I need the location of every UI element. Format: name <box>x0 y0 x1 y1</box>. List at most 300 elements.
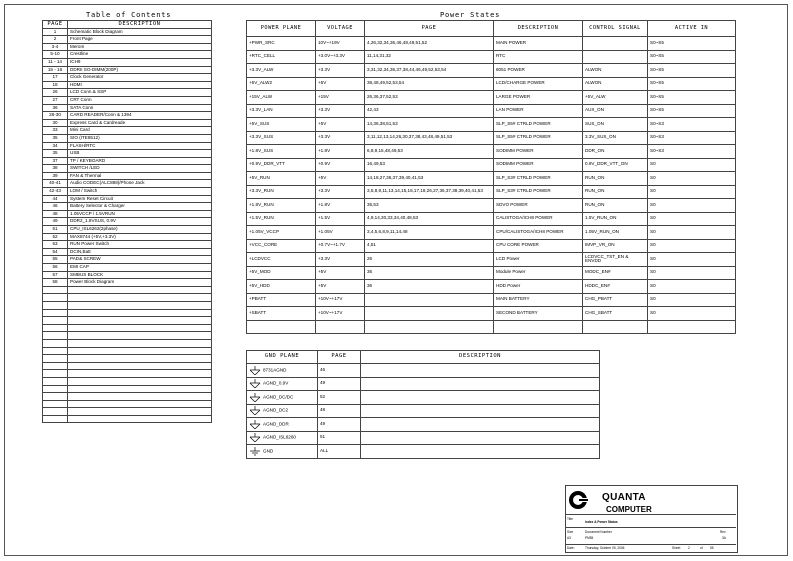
active-in-cell: S0 <box>648 307 736 321</box>
table-of-contents <box>42 20 212 423</box>
page-cell: 36 <box>365 280 494 294</box>
toc-header-page: PAGE <box>43 21 68 29</box>
control-signal-cell: CHG_PBATT <box>583 293 648 307</box>
gnd-plane-label: AGND_DC2 <box>263 407 289 413</box>
active-in-cell <box>648 320 736 334</box>
control-signal-cell: 1.05V_RUN_ON <box>583 226 648 240</box>
page-cell: 3,4,5,6,8,9,11,14,48 <box>365 226 494 240</box>
toc-description-cell: Mini Card <box>68 127 212 135</box>
voltage-cell: +1.05V <box>316 226 365 240</box>
toc-row <box>43 165 212 173</box>
voltage-cell: +5V <box>316 77 365 91</box>
toc-page-cell: 34 <box>43 142 68 150</box>
toc-page-cell <box>43 286 68 294</box>
voltage-cell: +1.8V <box>316 145 365 159</box>
toc-page-cell: 53 <box>43 241 68 249</box>
toc-page-cell <box>43 332 68 340</box>
toc-page-cell: 35 <box>43 150 68 158</box>
toc-row <box>43 233 212 241</box>
toc-description-cell <box>68 370 212 378</box>
gnd-plane-cell <box>247 431 318 445</box>
toc-page-cell <box>43 370 68 378</box>
toc-description-cell: PAD& SCREW <box>68 256 212 264</box>
title-block-divider <box>565 514 736 515</box>
toc-row <box>43 226 212 234</box>
power-row <box>247 320 736 334</box>
control-signal-cell: RUN_ON <box>583 172 648 186</box>
toc-page-cell <box>43 301 68 309</box>
toc-row <box>43 96 212 104</box>
toc-page-cell: 57 <box>43 271 68 279</box>
page-cell: 14,36,38,51,53 <box>365 118 494 132</box>
gnd-plane-label: AGND_ISL6260 <box>263 434 296 440</box>
toc-row <box>43 294 212 302</box>
active-in-cell: S0~S5 <box>648 104 736 118</box>
toc-row <box>43 408 212 416</box>
toc-row <box>43 28 212 36</box>
toc-row <box>43 309 212 317</box>
toc-row <box>43 393 212 401</box>
power-row <box>247 266 736 280</box>
power-row <box>247 77 736 91</box>
power-row <box>247 91 736 105</box>
power-row <box>247 199 736 213</box>
power-row <box>247 293 736 307</box>
active-in-cell: S0 <box>648 185 736 199</box>
power-row <box>247 307 736 321</box>
voltage-cell: +3.0V~+3.3V <box>316 50 365 64</box>
title-label: Title <box>567 517 573 521</box>
toc-page-cell <box>43 324 68 332</box>
toc-description-cell: EMI CAP <box>68 264 212 272</box>
toc-page-cell: 17 <box>43 74 68 82</box>
power-plane-cell: +RTC_CELL <box>247 50 316 64</box>
ground-symbol-icon <box>249 366 261 375</box>
toc-description-cell: LOM / Switch <box>68 188 212 196</box>
power-plane-cell: +1.05V_VCCP <box>247 226 316 240</box>
toc-page-cell <box>43 317 68 325</box>
active-in-cell: S0~S3 <box>648 145 736 159</box>
toc-page-cell: 36 <box>43 104 68 112</box>
toc-title: Table of Contents <box>86 11 172 19</box>
toc-row <box>43 66 212 74</box>
gnd-row <box>247 418 600 432</box>
voltage-cell: +3.3V <box>316 253 365 267</box>
toc-page-cell <box>43 415 68 423</box>
gnd-description-cell <box>361 364 600 378</box>
gnd-page-cell: ALL <box>318 445 361 459</box>
toc-description-cell <box>68 400 212 408</box>
toc-page-cell: 11 - 14 <box>43 58 68 66</box>
toc-row <box>43 150 212 158</box>
power-plane-cell: +SBATT <box>247 307 316 321</box>
toc-row <box>43 301 212 309</box>
toc-description-cell: Merom <box>68 43 212 51</box>
power-plane-cell: +5V_HDD <box>247 280 316 294</box>
gnd-plane-label: 8731AGND <box>263 367 287 373</box>
company-subtitle: COMPUTER <box>606 505 652 514</box>
toc-row <box>43 332 212 340</box>
rev-value: 3A <box>722 536 726 540</box>
gnd-header-description: DESCRIPTION <box>361 351 600 364</box>
toc-row <box>43 51 212 59</box>
power-header-voltage: VOLTAGE <box>316 21 365 37</box>
toc-description-cell: CRT Conn <box>68 96 212 104</box>
gnd-plane-cell <box>247 445 318 459</box>
power-row <box>247 280 736 294</box>
power-plane-cell: +5V_RUN <box>247 172 316 186</box>
power-row <box>247 212 736 226</box>
voltage-cell: +10V~+17V <box>316 307 365 321</box>
toc-row <box>43 256 212 264</box>
toc-row <box>43 271 212 279</box>
toc-row <box>43 210 212 218</box>
gnd-row <box>247 391 600 405</box>
toc-row <box>43 377 212 385</box>
toc-row <box>43 362 212 370</box>
toc-page-cell: 37 <box>43 157 68 165</box>
control-signal-cell: MODC_EN# <box>583 266 648 280</box>
toc-page-cell: 38 <box>43 165 68 173</box>
page-cell: 42,43 <box>365 104 494 118</box>
ground-symbol-icon <box>249 433 261 442</box>
voltage-cell: +0.9V <box>316 158 365 172</box>
gnd-row <box>247 377 600 391</box>
page-cell: 35,53 <box>365 199 494 213</box>
toc-row <box>43 112 212 120</box>
active-in-cell: S0 <box>648 226 736 240</box>
ground-symbol-icon <box>249 393 261 402</box>
gnd-page-cell: 52 <box>318 391 361 405</box>
description-cell: RTC <box>494 50 583 64</box>
description-cell: SLP_S3# CTRLD POWER <box>494 185 583 199</box>
toc-page-cell: 30 <box>43 119 68 127</box>
page-cell: 3,31,32,34,36,37,38,44,46,49,52,53,54 <box>365 64 494 78</box>
description-cell: 8051 POWER <box>494 64 583 78</box>
toc-row <box>43 142 212 150</box>
gnd-page-cell: 48 <box>318 404 361 418</box>
gnd-plane-table <box>246 350 600 459</box>
gnd-plane-label: AGND_DC/DC <box>263 394 294 400</box>
toc-description-cell: SATA Conn <box>68 104 212 112</box>
page-cell: 38,48,49,52,53,54 <box>365 77 494 91</box>
toc-description-cell <box>68 339 212 347</box>
voltage-cell: +3.3V <box>316 131 365 145</box>
sheet-label: Sheet <box>672 546 681 550</box>
power-plane-cell: +1.8V_RUN <box>247 199 316 213</box>
control-signal-cell: CHG_SBATT <box>583 307 648 321</box>
active-in-cell: S0~S5 <box>648 77 736 91</box>
toc-page-cell: 26 <box>43 89 68 97</box>
toc-row <box>43 127 212 135</box>
toc-page-cell <box>43 347 68 355</box>
page-cell <box>365 293 494 307</box>
gnd-plane-cell <box>247 418 318 432</box>
toc-row <box>43 248 212 256</box>
control-signal-cell: 1.5V_RUN_ON <box>583 212 648 226</box>
active-in-cell: S0 <box>648 158 736 172</box>
description-cell: SLP_S5# CTRLD POWER <box>494 118 583 132</box>
toc-description-cell <box>68 385 212 393</box>
power-row <box>247 131 736 145</box>
description-cell: LAN POWER <box>494 104 583 118</box>
voltage-cell: +5V <box>316 266 365 280</box>
control-signal-cell: SUS_ON <box>583 118 648 132</box>
toc-description-cell: CPU_ISL6262(2phase) <box>68 226 212 234</box>
gnd-plane-cell <box>247 404 318 418</box>
toc-description-cell <box>68 362 212 370</box>
ground-symbol-icon <box>249 447 261 456</box>
toc-description-cell <box>68 332 212 340</box>
description-cell: SLP_S3# CTRLD POWER <box>494 172 583 186</box>
toc-description-cell: LCD Conn.& SSP <box>68 89 212 97</box>
active-in-cell: S0 <box>648 172 736 186</box>
toc-description-cell: SWITCH /LED <box>68 165 212 173</box>
toc-row <box>43 385 212 393</box>
toc-description-cell: Power Block Diagram <box>68 279 212 287</box>
gnd-plane-cell <box>247 377 318 391</box>
toc-description-cell: 1.05VCCP / 1.5VRUN <box>68 210 212 218</box>
toc-description-cell: Battery Selector & Charger <box>68 203 212 211</box>
toc-description-cell: Clock Generator <box>68 74 212 82</box>
power-row <box>247 226 736 240</box>
toc-description-cell <box>68 309 212 317</box>
gnd-page-cell: 51 <box>318 431 361 445</box>
description-cell: SDVO POWER <box>494 199 583 213</box>
date-label: Date: <box>567 546 575 550</box>
toc-description-cell <box>68 355 212 363</box>
toc-page-cell: 40-41 <box>43 180 68 188</box>
active-in-cell: S0 <box>648 266 736 280</box>
toc-page-cell: 46 <box>43 203 68 211</box>
description-cell: Module Power <box>494 266 583 280</box>
power-header-description: DESCRIPTION <box>494 21 583 37</box>
toc-row <box>43 81 212 89</box>
date-value: Thursday, October 05, 2006 <box>585 546 625 550</box>
toc-page-cell: 52 <box>43 233 68 241</box>
gnd-row <box>247 445 600 459</box>
gnd-description-cell <box>361 377 600 391</box>
description-cell: CPU/CALISTOGA/ICH8 POWER <box>494 226 583 240</box>
power-row <box>247 172 736 186</box>
doc-number-label: Document Number <box>585 530 612 534</box>
toc-row <box>43 355 212 363</box>
toc-page-cell: 15 - 16 <box>43 66 68 74</box>
toc-description-cell: Front Page <box>68 36 212 44</box>
control-signal-cell <box>583 37 648 51</box>
power-row <box>247 50 736 64</box>
toc-description-cell: CARD READER/Conn & 1394 <box>68 112 212 120</box>
control-signal-cell: ALWON <box>583 77 648 91</box>
description-cell: LARGE POWER <box>494 91 583 105</box>
toc-row <box>43 58 212 66</box>
toc-page-cell: 44 <box>43 195 68 203</box>
toc-page-cell <box>43 339 68 347</box>
page-cell: 3,11,12,13,14,26,30,37,38,43,48,49,51,53 <box>365 131 494 145</box>
page-cell: 36 <box>365 266 494 280</box>
toc-row <box>43 286 212 294</box>
power-plane-cell: +5V_MOD <box>247 266 316 280</box>
power-plane-cell: +3.3V_RUN <box>247 185 316 199</box>
gnd-description-cell <box>361 418 600 432</box>
title-block-divider <box>565 544 736 545</box>
power-row <box>247 104 736 118</box>
control-signal-cell: AUX_ON <box>583 104 648 118</box>
control-signal-cell: HDDC_EN# <box>583 280 648 294</box>
voltage-cell: +1.5V <box>316 212 365 226</box>
power-states-title: Power States <box>440 11 501 19</box>
toc-description-cell: DDRII SO-DIMM(200P) <box>68 66 212 74</box>
active-in-cell: S0 <box>648 239 736 253</box>
gnd-description-cell <box>361 404 600 418</box>
toc-page-cell: 55 <box>43 256 68 264</box>
page-cell: 4,51 <box>365 239 494 253</box>
toc-row <box>43 89 212 97</box>
voltage-cell: +3.3V <box>316 64 365 78</box>
power-row <box>247 37 736 51</box>
power-row <box>247 158 736 172</box>
toc-page-cell: 56 <box>43 264 68 272</box>
toc-description-cell <box>68 377 212 385</box>
power-plane-cell: +3.3V_ALW <box>247 64 316 78</box>
toc-page-cell: 58 <box>43 279 68 287</box>
page-cell: 6,8,9,15,48,49,53 <box>365 145 494 159</box>
voltage-cell: +5V <box>316 172 365 186</box>
quanta-logo <box>568 490 588 510</box>
toc-page-cell: 1 <box>43 28 68 36</box>
voltage-cell: +0.7V~+1.7V <box>316 239 365 253</box>
toc-description-cell <box>68 347 212 355</box>
page-cell: 14,18,27,36,37,39,40,41,53 <box>365 172 494 186</box>
toc-header-description: DESCRIPTION <box>68 21 212 29</box>
toc-page-cell: 28-30 <box>43 112 68 120</box>
title-block <box>565 485 738 553</box>
power-plane-cell: +VCC_CORE <box>247 239 316 253</box>
toc-row <box>43 218 212 226</box>
description-cell: MAIN POWER <box>494 37 583 51</box>
toc-page-cell <box>43 377 68 385</box>
toc-row <box>43 279 212 287</box>
toc-page-cell: 27 <box>43 96 68 104</box>
active-in-cell: S0~S5 <box>648 37 736 51</box>
toc-description-cell: MAX8744 (+5V,+3.3V) <box>68 233 212 241</box>
gnd-page-cell: 46 <box>318 364 361 378</box>
of-label: of <box>700 546 703 550</box>
page-cell: 4,9,14,30,33,34,40,48,53 <box>365 212 494 226</box>
power-row <box>247 145 736 159</box>
title-block-divider <box>565 527 736 528</box>
gnd-plane-label: GND <box>263 448 274 454</box>
active-in-cell: S0~S5 <box>648 50 736 64</box>
gnd-description-cell <box>361 445 600 459</box>
toc-page-cell: 48 <box>43 210 68 218</box>
voltage-cell: +5V <box>316 280 365 294</box>
power-row <box>247 185 736 199</box>
control-signal-cell: DDR_ON <box>583 145 648 159</box>
ground-symbol-icon <box>249 406 261 415</box>
power-plane-cell: +PBATT <box>247 293 316 307</box>
toc-page-cell: 33 <box>43 127 68 135</box>
gnd-plane-cell <box>247 364 318 378</box>
toc-description-cell: Schematic Block Diagram <box>68 28 212 36</box>
gnd-description-cell <box>361 431 600 445</box>
gnd-page-cell: 49 <box>318 418 361 432</box>
toc-page-cell: 3-4 <box>43 43 68 51</box>
toc-row <box>43 157 212 165</box>
toc-description-cell: Audio CODEC(ALC888)/Phone Jack <box>68 180 212 188</box>
toc-description-cell <box>68 317 212 325</box>
toc-description-cell: HDMI <box>68 81 212 89</box>
power-plane-cell: +3.3V_LAN <box>247 104 316 118</box>
voltage-cell: +1.8V <box>316 199 365 213</box>
control-signal-cell: 0.9V_DDR_VTT_ON <box>583 158 648 172</box>
gnd-row <box>247 404 600 418</box>
active-in-cell: S0~S3 <box>648 131 736 145</box>
gnd-row <box>247 364 600 378</box>
active-in-cell: S0 <box>648 199 736 213</box>
description-cell: CALISTOGA/ICH8 POWER <box>494 212 583 226</box>
description-cell: SLP_S5# CTRLD POWER <box>494 131 583 145</box>
power-plane-cell: +PWR_SRC <box>247 37 316 51</box>
voltage-cell: +10V~+17V <box>316 293 365 307</box>
active-in-cell: S0 <box>648 280 736 294</box>
toc-page-cell <box>43 355 68 363</box>
description-cell <box>494 320 583 334</box>
toc-description-cell: FAN & Thermal <box>68 172 212 180</box>
toc-page-cell <box>43 362 68 370</box>
description-cell: LCD/CHARGE POWER <box>494 77 583 91</box>
power-header-plane: POWER PLANE <box>247 21 316 37</box>
control-signal-cell: RUN_ON <box>583 185 648 199</box>
toc-page-cell: 42-43 <box>43 188 68 196</box>
ground-symbol-icon <box>249 420 261 429</box>
description-cell: SODIMM POWER <box>494 145 583 159</box>
voltage-cell: +5V <box>316 118 365 132</box>
toc-row <box>43 347 212 355</box>
description-cell: SODIMM POWER <box>494 158 583 172</box>
gnd-plane-label: AGND_0.9V <box>263 380 289 386</box>
page-cell: 11,14,31,32 <box>365 50 494 64</box>
page-cell: 3,5,8,9,11,13,14,15,16,17,18,26,27,36,37,38,39,40,41,53 <box>365 185 494 199</box>
active-in-cell: S0~S5 <box>648 64 736 78</box>
toc-page-cell <box>43 385 68 393</box>
toc-description-cell: DCIN,Batt <box>68 248 212 256</box>
active-in-cell: S0 <box>648 212 736 226</box>
toc-row <box>43 241 212 249</box>
active-in-cell: S0 <box>648 293 736 307</box>
page-cell: 4,26,32,34,36,46,48,49,51,52 <box>365 37 494 51</box>
power-row <box>247 253 736 267</box>
gnd-description-cell <box>361 391 600 405</box>
toc-page-cell: 39 <box>43 172 68 180</box>
toc-row <box>43 317 212 325</box>
page-cell <box>365 320 494 334</box>
toc-row <box>43 172 212 180</box>
page-cell: 26 <box>365 253 494 267</box>
toc-page-cell: 54 <box>43 248 68 256</box>
toc-row <box>43 400 212 408</box>
toc-page-cell: 2 <box>43 36 68 44</box>
control-signal-cell: LCDVCC_TST_EN & ENVDD <box>583 253 648 267</box>
power-plane-cell: +5V_ALW2 <box>247 77 316 91</box>
company-name: QUANTA <box>602 492 646 503</box>
power-header-page: PAGE <box>365 21 494 37</box>
toc-page-cell <box>43 408 68 416</box>
power-header-control-signal: CONTROL SIGNAL <box>583 21 648 37</box>
toc-row <box>43 370 212 378</box>
size-label: Size <box>567 530 574 534</box>
page-cell: 26,36,37,52,53 <box>365 91 494 105</box>
